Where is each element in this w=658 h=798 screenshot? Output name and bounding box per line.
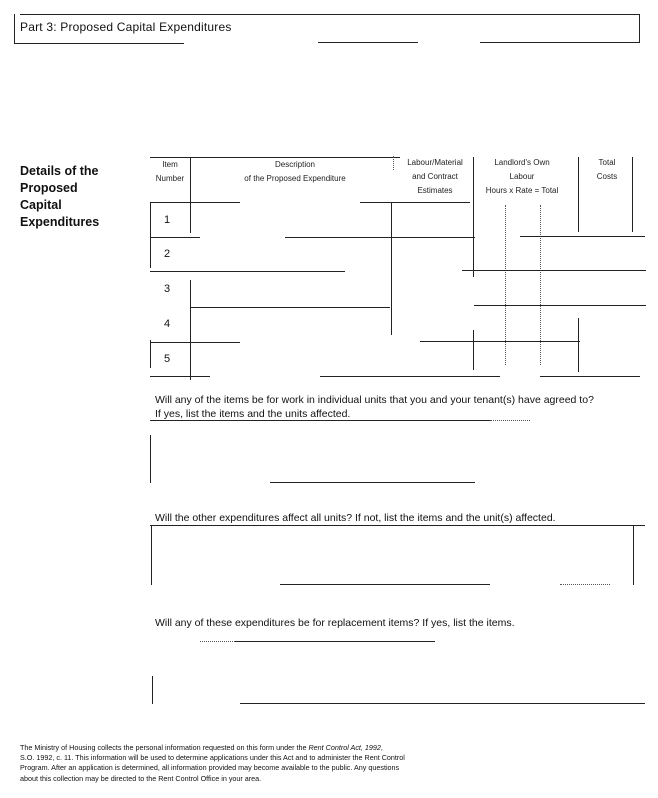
section-title-line-3: Capital xyxy=(20,198,62,212)
section-title-line-1: Details of the xyxy=(20,164,99,178)
question-3: Will any of these expenditures be for replacement items? If yes, list the items. xyxy=(155,617,515,629)
answer-1-top-rule xyxy=(150,420,490,421)
item-col-divider-lower xyxy=(190,280,191,380)
table-left-rule-lower xyxy=(150,340,151,368)
table-right-rule xyxy=(632,157,633,232)
table-bottom-rule-b xyxy=(320,376,500,377)
row-2-top-rule-b xyxy=(285,237,475,238)
landlord-col-divider xyxy=(473,157,474,277)
col-header-landlord-l1: Landlord's Own xyxy=(494,158,550,167)
privacy-notice-line-1-a: The Ministry of Housing collects the personal information requested on this form under the xyxy=(20,743,309,752)
col-header-landlord-l3: Hours x Rate = Total xyxy=(485,186,559,195)
question-1-line-1: Will any of the items be for work in individual units that you and your tenant(s) have agreed to? xyxy=(155,394,594,406)
header-top-rule xyxy=(20,14,640,15)
table-left-rule-upper xyxy=(150,203,151,268)
answer-1-bottom-rule xyxy=(270,482,475,483)
privacy-notice-line-3: Program. After an application is determined, all information provided may become available to the public. Any questions xyxy=(20,763,400,773)
row-number-1: 1 xyxy=(164,214,171,226)
answer-2-top-rule xyxy=(150,525,645,526)
question-1-line-2: If yes, list the items and the units affected. xyxy=(155,408,351,420)
table-bottom-rule-c xyxy=(540,376,640,377)
col-header-total-l1: Total xyxy=(598,158,616,167)
col-header-contract-l1: Labour/Material xyxy=(407,158,463,167)
answer-1-left-rule xyxy=(150,435,151,483)
answer-2-left-rule xyxy=(151,525,152,585)
section-title-line-4: Expenditures xyxy=(20,215,100,229)
col-header-item-l2: Number xyxy=(155,174,185,183)
header-bottom-rule-right xyxy=(480,42,640,43)
row-number-3: 3 xyxy=(164,283,171,295)
row-number-4: 4 xyxy=(164,318,171,330)
table-bottom-rule-a xyxy=(150,376,210,377)
item-col-divider-top xyxy=(190,157,191,202)
col-header-description-l2: of the Proposed Expenditure xyxy=(244,174,346,183)
privacy-notice xyxy=(20,743,520,784)
col-header-description xyxy=(200,158,390,186)
row-2-top-rule-a xyxy=(150,237,200,238)
privacy-notice-line-1 xyxy=(20,743,520,753)
total-col-divider-lower xyxy=(578,318,579,372)
answer-2-bottom-rule xyxy=(280,584,490,585)
col-header-item xyxy=(150,158,190,186)
answer-1-dotted xyxy=(490,420,530,421)
part-title: Part 3: Proposed Capital Expenditures xyxy=(20,20,232,34)
privacy-notice-line-2: S.O. 1992, c. 11. This information will be used to determine applications under this Act and to administer the Rent Control xyxy=(20,753,405,763)
row-1-top-rule-a xyxy=(150,202,240,203)
total-col-divider xyxy=(578,157,579,232)
row-number-5: 5 xyxy=(164,353,171,365)
answer-3-left-rule xyxy=(152,676,153,704)
col-header-contract-l2: and Contract xyxy=(412,172,458,181)
row-number-2: 2 xyxy=(164,248,171,260)
col-header-landlord xyxy=(472,156,572,198)
contract-col-divider xyxy=(391,202,392,335)
row-1-top-rule-b xyxy=(360,202,470,203)
question-1 xyxy=(155,393,594,421)
col-header-description-l1: Description xyxy=(274,160,315,169)
row-5-top-rule-a xyxy=(150,342,240,343)
contract-col-divider-dotted xyxy=(393,156,394,170)
header-bottom-rule-left xyxy=(14,43,184,44)
privacy-notice-act-title: Rent Control Act, 1992 xyxy=(308,743,381,752)
col-header-contract-l3: Estimates xyxy=(417,186,453,195)
col-header-item-l1: Item xyxy=(162,160,178,169)
row-3-top-rule-a xyxy=(150,271,345,272)
question-2: Will the other expenditures affect all units? If not, list the items and the unit(s) affected. xyxy=(155,512,556,524)
row-4-top-rule-a xyxy=(190,307,390,308)
col-header-landlord-l2: Labour xyxy=(509,172,535,181)
table-top-rule xyxy=(150,157,400,158)
row-3-top-rule-b xyxy=(462,270,646,271)
row-4-top-rule-b xyxy=(474,305,646,306)
answer-2-bottom-dotted xyxy=(560,584,610,585)
landlord-col-divider-lower xyxy=(473,330,474,370)
header-left-rule xyxy=(14,14,15,44)
privacy-notice-line-4: about this collection may be directed to the Rent Control Office in your area. xyxy=(20,773,262,783)
col-header-contract xyxy=(393,156,477,198)
privacy-notice-line-1-b: , xyxy=(380,743,383,752)
col-header-total-l2: Costs xyxy=(596,172,618,181)
header-bottom-rule-mid xyxy=(318,42,418,43)
answer-3-bottom-rule xyxy=(240,703,645,704)
item-col-divider-row1 xyxy=(190,203,191,233)
section-title xyxy=(20,163,130,231)
answer-2-right-rule xyxy=(633,525,634,585)
col-header-total xyxy=(584,156,630,184)
row-5-top-rule-b xyxy=(420,341,580,342)
section-title-line-2: Proposed xyxy=(20,181,78,195)
answer-3-top-dotted xyxy=(200,641,235,642)
row-2-top-rule-c xyxy=(520,236,645,237)
answer-3-top-rule xyxy=(235,641,435,642)
header-right-rule xyxy=(639,14,640,42)
